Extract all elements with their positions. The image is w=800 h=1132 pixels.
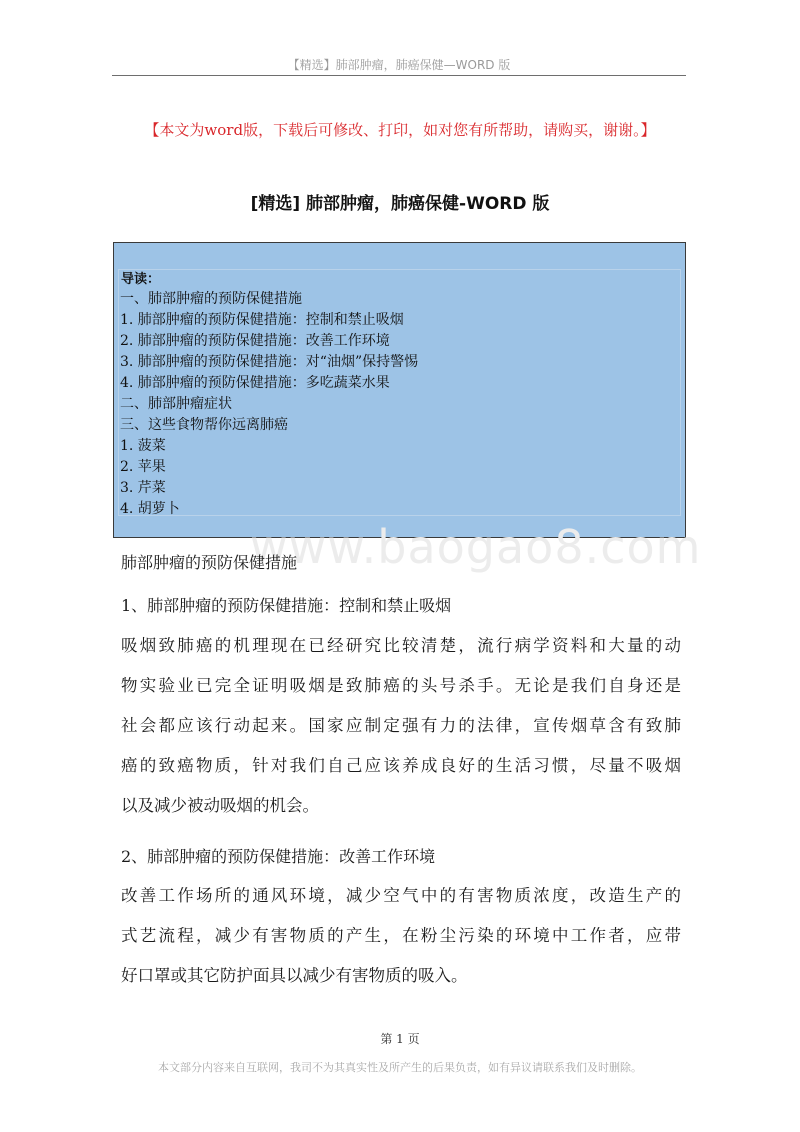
paragraph-line: 吸烟致肺癌的机理现在已经研究比较清楚，流行病学资料和大量的动 [121, 636, 681, 655]
document-title: [精选] 肺部肿瘤，肺癌保健-WORD 版 [250, 194, 550, 214]
toc-heading: 导读： [121, 272, 161, 287]
toc-item[interactable]: 二、肺部肿瘤症状 [120, 396, 232, 412]
toc-item[interactable]: 1. 肺部肿瘤的预防保健措施：控制和禁止吸烟 [120, 312, 404, 328]
toc-item[interactable]: 4. 胡萝卜 [120, 501, 180, 517]
paragraph-line: 式艺流程，减少有害物质的产生，在粉尘污染的环境中工作者，应带 [121, 926, 681, 945]
paragraph-line: 物实验业已完全证明吸烟是致肺癌的头号杀手。无论是我们自身还是 [121, 676, 681, 695]
purchase-notice: 【本文为word版，下载后可修改、打印，如对您有所帮助，请购买，谢谢。】 [144, 121, 656, 139]
toc-item[interactable]: 一、肺部肿瘤的预防保健措施 [120, 291, 302, 307]
watermark: www.baogao8.com [250, 520, 702, 574]
subsection-heading-2: 2、肺部肿瘤的预防保健措施：改善工作环境 [121, 847, 436, 866]
toc-item[interactable]: 4. 肺部肿瘤的预防保健措施：多吃蔬菜水果 [120, 375, 390, 391]
toc-item[interactable]: 2. 苹果 [120, 459, 166, 475]
toc-item[interactable]: 三、这些食物帮你远离肺癌 [120, 417, 288, 433]
page-header: 【精选】肺部肿瘤，肺癌保健—WORD 版 [287, 58, 511, 72]
paragraph-line: 好口罩或其它防护面具以减少有害物质的吸入。 [121, 966, 468, 985]
header-divider [112, 75, 686, 76]
footer-disclaimer: 本文部分内容来自互联网，我司不为其真实性及所产生的后果负责，如有异议请联系我们及时删除。 [158, 1061, 642, 1074]
toc-item[interactable]: 1. 菠菜 [120, 438, 166, 454]
paragraph-line: 改善工作场所的通风环境，减少空气中的有害物质浓度，改造生产的 [121, 886, 681, 905]
paragraph-line: 以及减少被动吸烟的机会。 [121, 796, 319, 815]
section-heading: 肺部肿瘤的预防保健措施 [121, 553, 298, 572]
paragraph-line: 社会都应该行动起来。国家应制定强有力的法律，宣传烟草含有致肺 [121, 716, 681, 735]
toc-item[interactable]: 2. 肺部肿瘤的预防保健措施：改善工作环境 [120, 333, 390, 349]
paragraph-line: 癌的致癌物质，针对我们自己应该养成良好的生活习惯，尽量不吸烟 [121, 756, 681, 775]
subsection-heading-1: 1、肺部肿瘤的预防保健措施：控制和禁止吸烟 [121, 596, 452, 615]
toc-item[interactable]: 3. 肺部肿瘤的预防保健措施：对“油烟”保持警惕 [120, 354, 419, 370]
paragraph-2 [121, 876, 681, 996]
paragraph-1 [121, 626, 681, 826]
page-number: 第 1 页 [380, 1032, 420, 1046]
toc-item[interactable]: 3. 芹菜 [120, 480, 166, 496]
